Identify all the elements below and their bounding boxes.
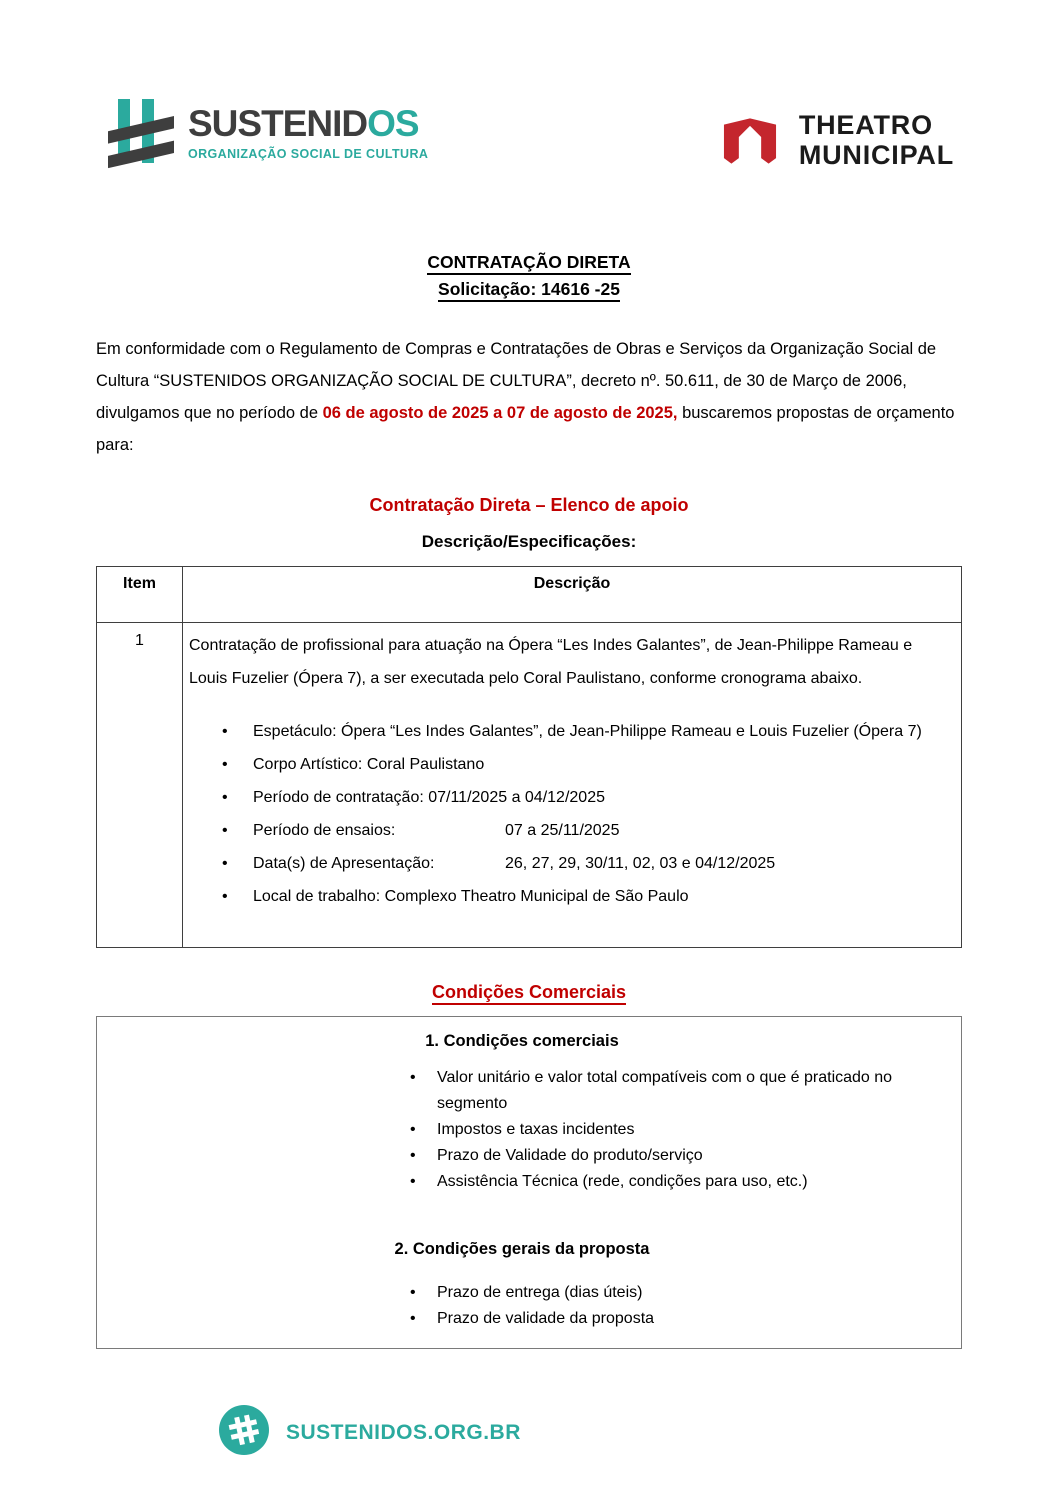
title-line2: Solicitação: 14616 -25 [438,279,620,302]
sustenidos-tagline: ORGANIZAÇÃO SOCIAL DE CULTURA [188,147,429,161]
hash-logo-icon [108,94,174,185]
intro-paragraph [96,333,962,461]
item-number: 1 [97,623,183,948]
intro-part2: buscaremos propostas de orçamento para: [96,404,955,454]
hash-circle-icon [219,1405,269,1460]
list-item: • Espetáculo: Ópera “Les Indes Galantes”, de Jean-Philippe Rameau e Louis Fuzelier (Ópera 7) [220,715,947,748]
spec-table-header-row [97,567,962,623]
arch-logo-icon [719,106,781,173]
theatro-line2: MUNICIPAL [798,139,954,170]
item-description: Contratação de profissional para atuação na Ópera “Les Indes Galantes”, de Jean-Philippe Rameau e Louis Fuzelier (Ópera 7), a ser executada pelo Coral Paulistano, conforme cronograma abaixo. [189,637,913,687]
footer [219,1405,962,1460]
spec-table [96,566,962,948]
commercial-heading: Condições Comerciais [96,982,962,1003]
commercial-box [96,1016,962,1349]
theatro-line1: THEATRO [798,109,933,140]
list-item: • Prazo de validade da proposta [410,1306,947,1332]
list-item: • Data(s) de Apresentação: 26, 27, 29, 30/11, 02, 03 e 04/12/2025 [220,847,947,880]
item-description-cell [183,623,962,948]
list-item: • Local de trabalho: Complexo Theatro Municipal de São Paulo [220,880,947,913]
table-row [97,623,962,948]
commercial-section2-list [410,1280,947,1332]
header [96,0,962,185]
commercial-section2-title: 2. Condições gerais da proposta [394,1240,650,1258]
commercial-section1-title: 1. Condições comerciais [425,1032,619,1050]
footer-url: SUSTENIDOS.ORG.BR [286,1420,521,1444]
commercial-section1-list [410,1065,947,1195]
list-item: • Período de ensaios: 07 a 25/11/2025 [220,814,947,847]
section-heading: Contratação Direta – Elenco de apoio [369,495,689,515]
theatro-logo-text [799,110,954,170]
intro-part1: Em conformidade com o Regulamento de Compras e Contratações de Obras e Serviços da Organização Social de Cultura “SUSTENIDOS ORGANIZAÇÃO SOCIAL DE CULTURA”, decreto nº. 50.611, de 30 de Março de 2006, divulgamos que no período de [96,340,937,422]
spec-subheading: Descrição/Especificações: [421,532,637,551]
sustenidos-logo [108,94,428,185]
title-line1: CONTRATAÇÃO DIRETA [427,252,630,275]
list-item: • Assistência Técnica (rede, condições para uso, etc.) [410,1169,947,1195]
header-item: Item [97,567,183,623]
theatro-municipal-logo [719,106,954,173]
document-title [96,249,962,303]
header-descricao: Descrição [183,567,962,623]
spec-bullet-list [220,715,947,913]
intro-date-range: 06 de agosto de 2025 a 07 de agosto de 2025, [322,404,678,422]
sustenidos-name: SUSTENIDOS [188,103,419,144]
sustenidos-logo-text [188,94,428,161]
list-item: • Prazo de Validade do produto/serviço [410,1143,947,1169]
list-item: • Valor unitário e valor total compatíveis com o que é praticado no segmento [410,1065,947,1117]
list-item: • Prazo de entrega (dias úteis) [410,1280,947,1306]
list-item: • Corpo Artístico: Coral Paulistano [220,748,947,781]
list-item: • Impostos e taxas incidentes [410,1117,947,1143]
list-item: • Período de contratação: 07/11/2025 a 04/12/2025 [220,781,947,814]
